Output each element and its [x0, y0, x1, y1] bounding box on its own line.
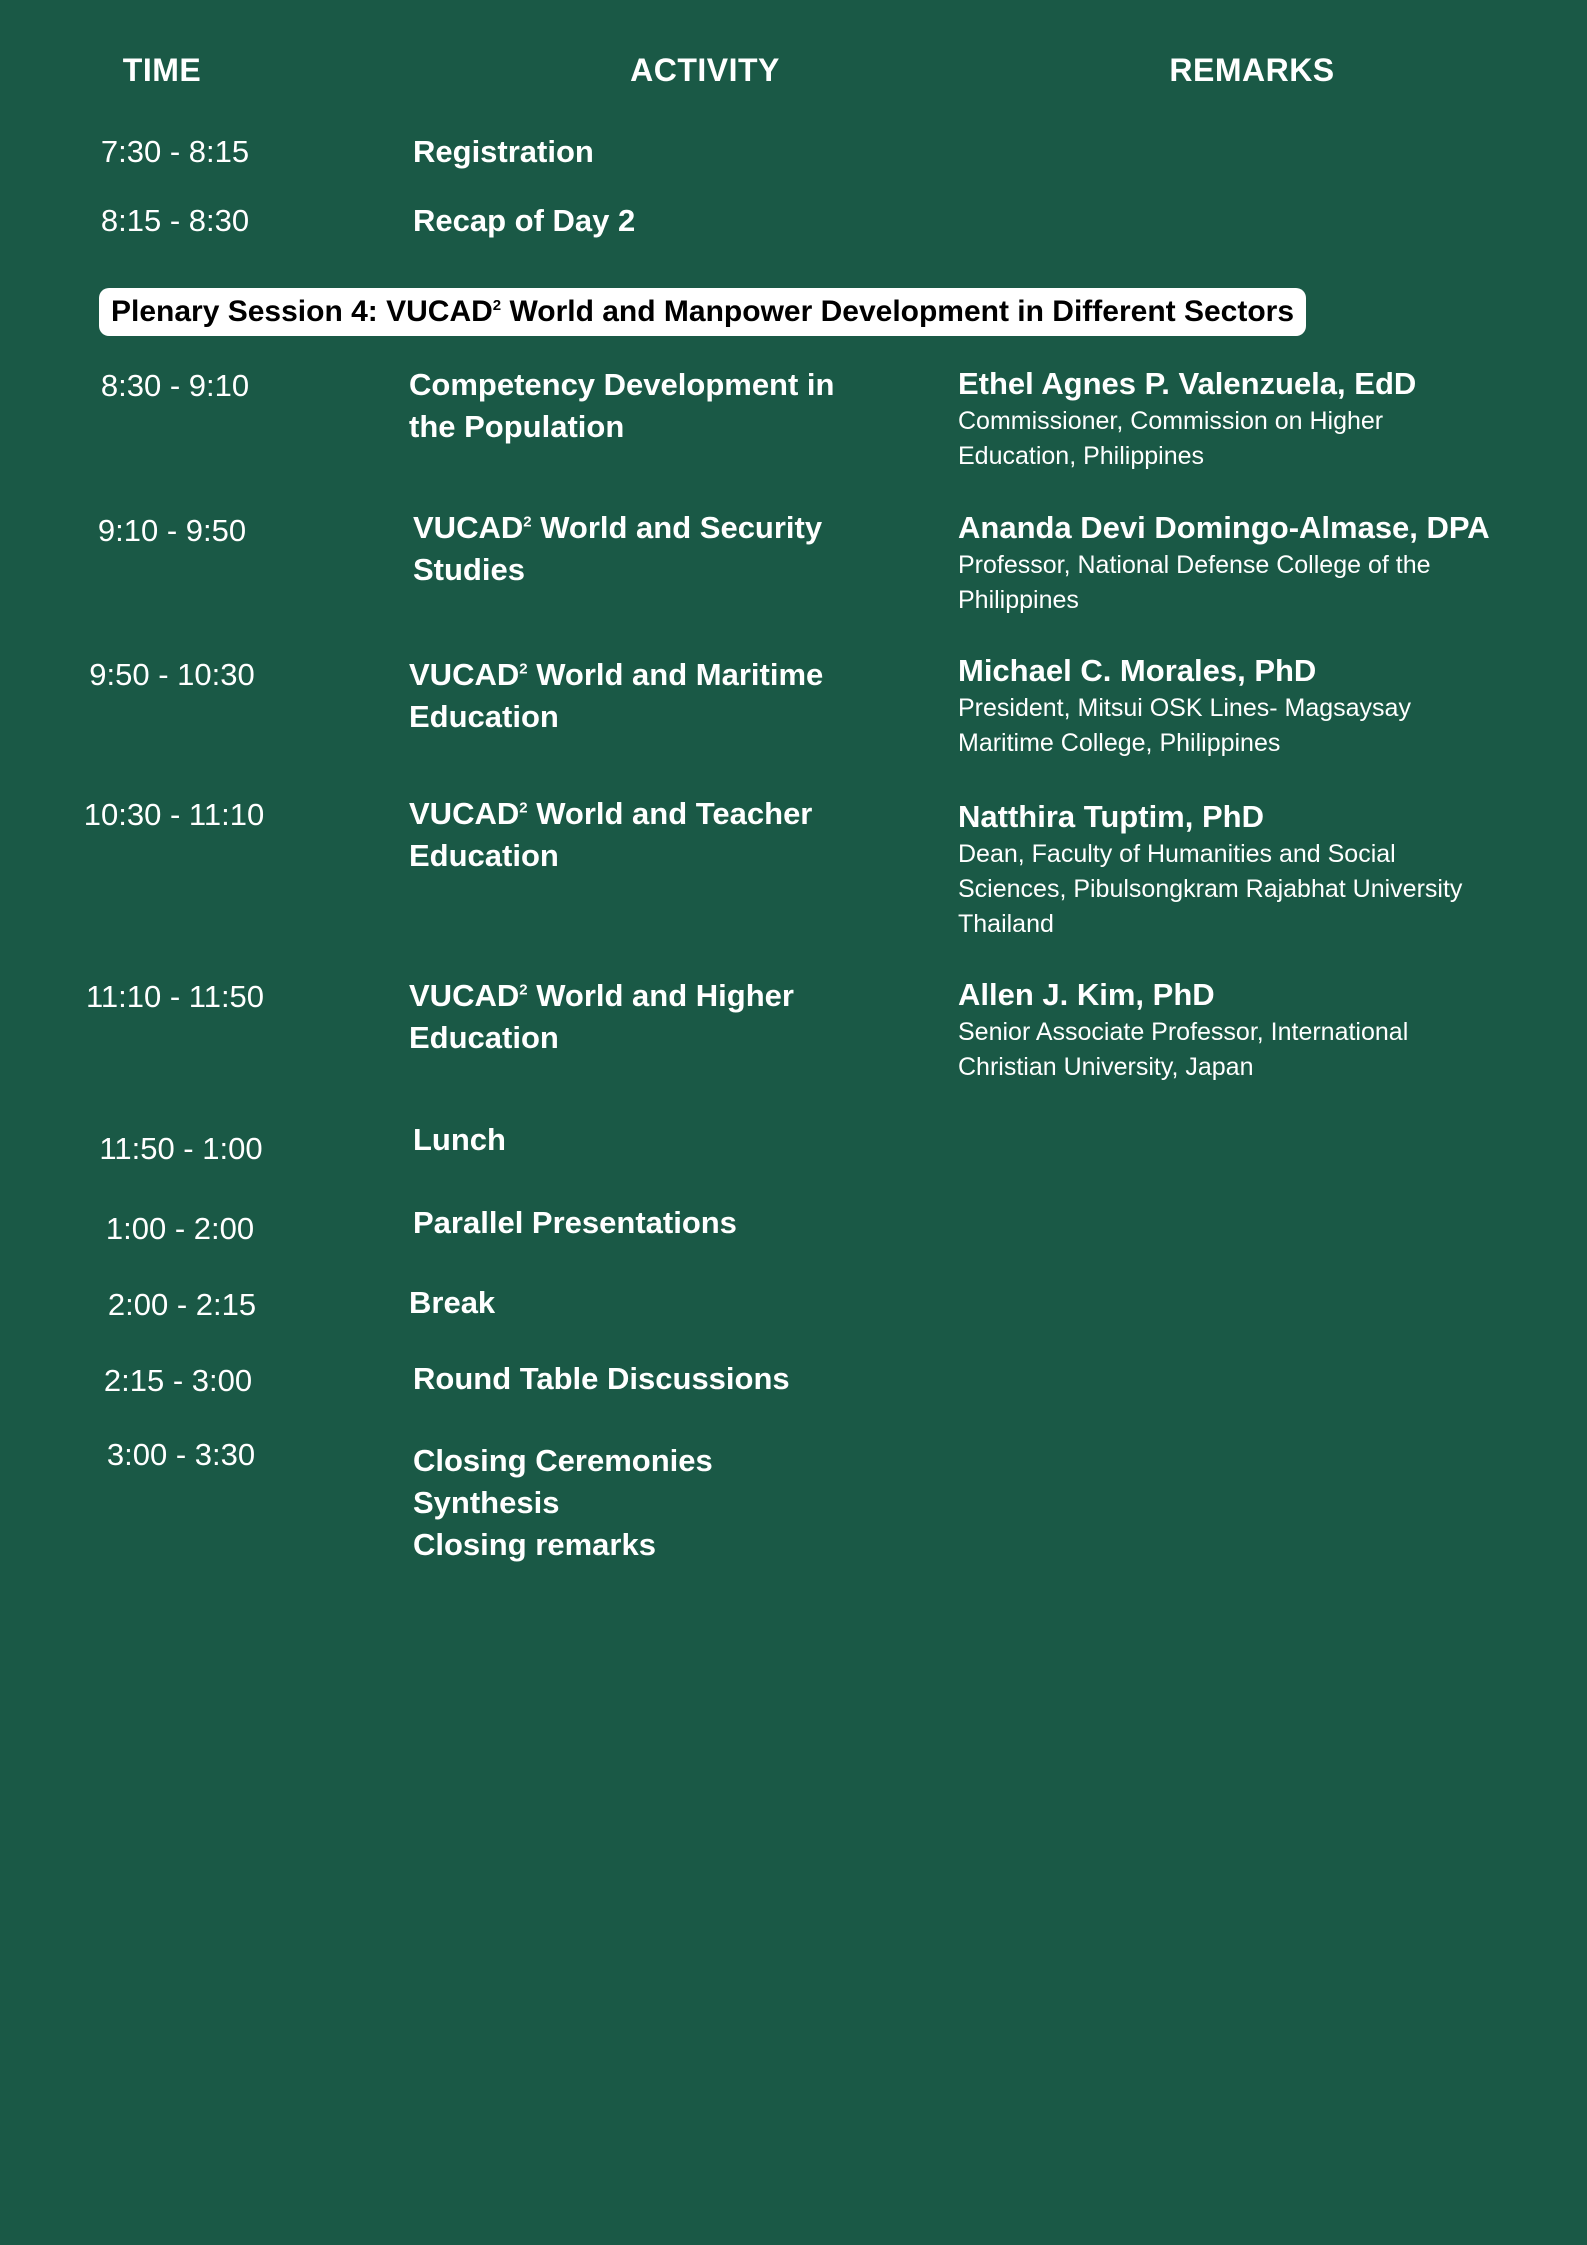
activity-closing-line: Closing remarks	[413, 1527, 656, 1562]
activity-parallel: Parallel Presentations	[413, 1205, 737, 1240]
activity-talk-5-pre: VUCAD	[409, 978, 520, 1013]
remarks-talk-2	[958, 508, 1568, 618]
remarks-talk-3	[958, 651, 1568, 761]
activity-registration: Registration	[413, 134, 594, 169]
time-closing: 3:00 - 3:30	[106, 1437, 256, 1472]
activity-talk-2-pre: VUCAD	[413, 510, 524, 545]
remarks-talk-5	[958, 975, 1568, 1085]
activity-talk-5-sup: 2	[519, 981, 528, 999]
activity-talk-5-line2: Education	[409, 1020, 559, 1055]
speaker-affiliation-line: President, Mitsui OSK Lines- Magsaysay	[958, 694, 1411, 722]
time-round-table: 2:15 - 3:00	[103, 1363, 253, 1398]
time-lunch: 11:50 - 1:00	[99, 1131, 263, 1166]
time-parallel: 1:00 - 2:00	[105, 1211, 255, 1246]
speaker-affiliation-line: Sciences, Pibulsongkram Rajabhat University	[958, 875, 1463, 903]
activity-talk-3-post: World and Maritime	[527, 657, 824, 692]
activity-talk-1-line1: Competency Development in	[409, 367, 835, 402]
activity-talk-5-post: World and Higher	[527, 978, 794, 1013]
time-registration: 7:30 - 8:15	[100, 134, 250, 169]
time-break: 2:00 - 2:15	[107, 1287, 257, 1322]
session-title-superscript: 2	[492, 297, 502, 314]
header-time: TIME	[122, 52, 202, 88]
activity-closing-line: Closing Ceremonies	[413, 1443, 713, 1478]
activity-talk-4-post: World and Teacher	[527, 796, 813, 831]
speaker-affiliation-line: Senior Associate Professor, International	[958, 1018, 1409, 1046]
activity-talk-2-line2: Studies	[413, 552, 525, 587]
activity-talk-3-sup: 2	[519, 660, 528, 678]
remarks-talk-1	[958, 364, 1568, 474]
time-recap: 8:15 - 8:30	[100, 203, 250, 238]
activity-talk-3	[409, 654, 949, 738]
activity-talk-3-pre: VUCAD	[409, 657, 520, 692]
session-title-prefix: Plenary Session 4: VUCAD	[111, 295, 493, 328]
speaker-affiliation-line: Dean, Faculty of Humanities and Social	[958, 840, 1396, 868]
time-talk-3: 9:50 - 10:30	[89, 657, 255, 692]
header-activity: ACTIVITY	[630, 52, 780, 88]
speaker-name: Ethel Agnes P. Valenzuela, EdD	[958, 366, 1417, 401]
session-title-suffix: World and Manpower Development in Different Sectors	[501, 295, 1295, 328]
activity-talk-5	[409, 975, 949, 1059]
speaker-affiliation-line: Education, Philippines	[958, 442, 1204, 470]
activity-lunch: Lunch	[413, 1122, 506, 1157]
activity-talk-1	[409, 364, 949, 448]
speaker-affiliation-line: Thailand	[958, 910, 1054, 938]
activity-talk-4-pre: VUCAD	[409, 796, 520, 831]
header-remarks: REMARKS	[1169, 52, 1335, 88]
speaker-name: Ananda Devi Domingo-Almase, DPA	[958, 510, 1490, 545]
speaker-affiliation-line: Professor, National Defense College of the	[958, 551, 1431, 579]
activity-talk-4-line2: Education	[409, 838, 559, 873]
speaker-affiliation-line: Commissioner, Commission on Higher	[958, 407, 1384, 435]
time-talk-4: 10:30 - 11:10	[83, 797, 265, 832]
activity-recap: Recap of Day 2	[413, 203, 636, 238]
activity-talk-2-sup: 2	[523, 513, 532, 531]
speaker-name: Allen J. Kim, PhD	[958, 977, 1215, 1012]
activity-closing	[413, 1440, 953, 1566]
activity-talk-4	[409, 793, 949, 877]
speaker-affiliation-line: Christian University, Japan	[958, 1053, 1254, 1081]
activity-closing-line: Synthesis	[413, 1485, 560, 1520]
activity-talk-1-line2: the Population	[409, 409, 625, 444]
speaker-name: Natthira Tuptim, PhD	[958, 799, 1264, 834]
time-talk-5: 11:10 - 11:50	[85, 979, 265, 1014]
activity-talk-3-line2: Education	[409, 699, 559, 734]
activity-talk-2	[413, 507, 953, 591]
activity-talk-4-sup: 2	[519, 799, 528, 817]
time-talk-2: 9:10 - 9:50	[97, 513, 247, 548]
activity-round-table: Round Table Discussions	[413, 1361, 790, 1396]
speaker-affiliation-line: Philippines	[958, 586, 1079, 614]
activity-break: Break	[409, 1285, 496, 1320]
time-talk-1: 8:30 - 9:10	[100, 368, 250, 403]
speaker-name: Michael C. Morales, PhD	[958, 653, 1317, 688]
activity-talk-2-post: World and Security	[531, 510, 823, 545]
speaker-affiliation-line: Maritime College, Philippines	[958, 729, 1281, 757]
plenary-session-banner	[99, 288, 1306, 336]
remarks-talk-4	[958, 797, 1568, 942]
